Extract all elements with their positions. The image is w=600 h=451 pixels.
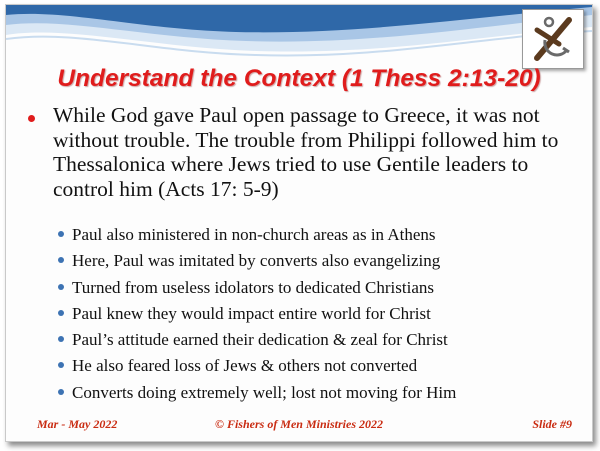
red-bullet-icon: [28, 115, 35, 122]
slide: [5, 4, 593, 442]
sub-point-text: Here, Paul was imitated by converts also evangelizing: [72, 251, 441, 271]
main-point-text: While God gave Paul open passage to Greece, it was not without trouble. The trouble from Philippi followed him to Thessalonica where Jews tried to use Gentile leaders to control him (Acts 17: 5-9): [53, 103, 559, 201]
blue-bullet-icon: [58, 284, 64, 290]
blue-bullet-icon: [58, 257, 64, 263]
sub-point-text: He also feared loss of Jews & others not converted: [72, 356, 418, 376]
footer-copyright: © Fishers of Men Ministries 2022: [215, 417, 383, 431]
blue-bullet-icon: [58, 231, 64, 237]
sub-point: [58, 278, 578, 304]
sub-point: [58, 330, 578, 356]
footer-date: Mar - May 2022: [37, 417, 118, 431]
sub-point-text: Paul’s attitude earned their dedication & zeal for Christ: [72, 330, 448, 350]
slide-title: Understand the Context (1 Thess 2:13-20): [57, 65, 541, 92]
sub-point: [58, 356, 578, 382]
footer-slide-number: Slide #9: [532, 417, 572, 431]
sub-point-text: Turned from useless idolators to dedicated Christians: [72, 277, 434, 297]
sub-point: [58, 251, 578, 277]
cross-anchor-icon: [523, 10, 583, 68]
sub-point: [58, 225, 578, 251]
blue-bullet-icon: [58, 336, 64, 342]
sub-point-text: Converts doing extremely well; lost not moving for Him: [72, 382, 457, 402]
ministry-logo: [522, 9, 584, 69]
blue-bullet-icon: [58, 362, 64, 368]
blue-bullet-icon: [58, 310, 64, 316]
main-bullet-point: [28, 103, 578, 201]
sub-point-list: [58, 225, 578, 409]
sub-point: [58, 304, 578, 330]
slide-footer: [6, 417, 592, 435]
blue-bullet-icon: [58, 389, 64, 395]
sub-point-text: Paul also ministered in non-church areas as in Athens: [72, 225, 436, 244]
sub-point-text: Paul knew they would impact entire world for Christ: [72, 303, 431, 323]
sub-point: [58, 383, 578, 409]
